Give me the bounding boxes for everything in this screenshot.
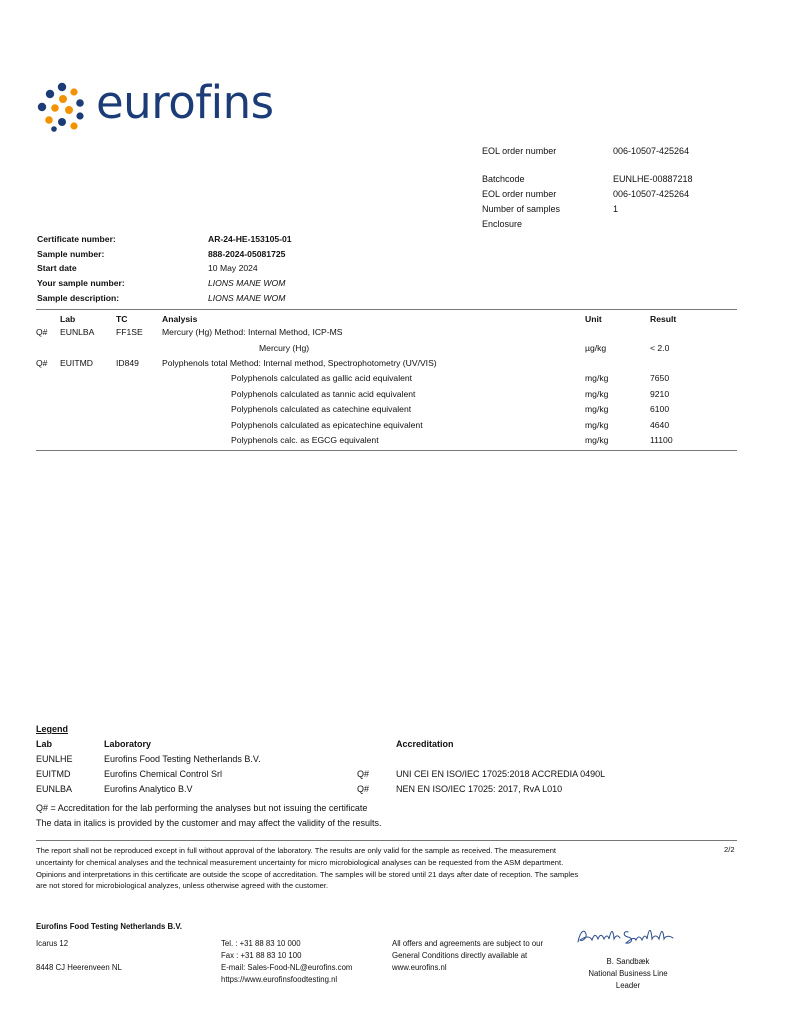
group-tc: ID849	[116, 358, 139, 368]
col-header-result: Result	[650, 314, 677, 324]
legend-lab-code: EUNLHE	[36, 754, 73, 764]
result-value: 7650	[650, 373, 670, 383]
disclaimer-line: are not stored for microbiological analyzes, unless otherwise agreed with the customer.	[36, 881, 329, 891]
footer-terms-line: All offers and agreements are subject to our	[392, 939, 544, 948]
cert-number-value: AR-24-HE-153105-01	[208, 234, 292, 244]
result-value: 9210	[650, 389, 670, 399]
legend-header-accreditation: Accreditation	[396, 739, 454, 749]
signer-title: National Business Line	[588, 969, 668, 978]
disclaimer-line: The report shall not be reproduced except in full without approval of the laboratory. The results are only valid for the sample as received. The measurement	[36, 846, 557, 855]
group-lab: EUITMD	[60, 358, 93, 368]
legend-lab-code: EUNLBA	[36, 784, 73, 794]
disclaimer-line: Opinions and interpretations in this certificate are outside the scope of accreditation. The samples will be stored until 21 days after date of reception. The samples	[36, 869, 579, 879]
legend-note-accreditation: Q# = Accreditation for the lab performing the analyses but not issuing the certificate	[36, 803, 368, 813]
result-name: Polyphenols calculated as epicatechine equivalent	[231, 420, 423, 430]
col-header-analysis: Analysis	[162, 314, 198, 324]
group-accreditation-mark: Q#	[36, 327, 48, 337]
disclaimer-divider	[36, 840, 737, 841]
enclosure-label: Enclosure	[482, 219, 523, 229]
footer-signer	[577, 956, 679, 992]
disclaimer-line: uncertainty for chemical analyses and the technical measurement uncertainty for micro microbiological analyses can be requested from the ASM department.	[36, 857, 564, 867]
batchcode-label: Batchcode	[482, 174, 525, 184]
sample-desc-value: LIONS MANE WOM	[208, 293, 286, 303]
footer-fax: Fax : +31 88 83 10 100	[221, 951, 302, 960]
legend-header-lab: Lab	[36, 739, 53, 749]
legend-accreditation-mark: Q#	[357, 769, 370, 779]
signature-image	[574, 922, 678, 952]
col-header-lab: Lab	[60, 314, 76, 324]
your-sample-label: Your sample number:	[37, 278, 125, 288]
result-name: Mercury (Hg)	[259, 343, 310, 353]
group-lab: EUNLBA	[60, 327, 95, 337]
legend-lab-code: EUITMD	[36, 769, 71, 779]
batchcode-value: EUNLHE-00887218	[613, 174, 693, 184]
eol-order-label: EOL order number	[482, 146, 557, 156]
sample-desc-label: Sample description:	[37, 293, 120, 303]
eol-order-value: 006-10507-425264	[613, 146, 690, 156]
group-analysis: Polyphenols total Method: Internal method, Spectrophotometry (UV/VIS)	[162, 358, 437, 368]
your-sample-value: LIONS MANE WOM	[208, 278, 286, 288]
disclaimer-text	[36, 845, 636, 892]
result-name: Polyphenols calculated as catechine equivalent	[231, 404, 412, 414]
samples-value: 1	[613, 204, 619, 214]
result-unit: mg/kg	[585, 420, 609, 430]
sample-number-label: Sample number:	[37, 249, 105, 259]
footer-email: E-mail: Sales-Food-NL@eurofins.com	[221, 963, 353, 972]
result-value: 11100	[650, 435, 673, 445]
logo-wordmark: eurofins	[96, 76, 274, 129]
samples-label: Number of samples	[482, 204, 561, 214]
group-accreditation-mark: Q#	[36, 358, 48, 368]
signer-name: B. Sandbæk	[606, 957, 650, 966]
footer-terms-line: www.eurofins.nl	[392, 963, 447, 972]
result-name: Polyphenols calculated as gallic acid equivalent	[231, 373, 413, 383]
footer-contact	[221, 938, 352, 986]
footer-address-line2: 8448 CJ Heerenveen NL	[36, 963, 122, 972]
legend-lab-name: Eurofins Food Testing Netherlands B.V.	[104, 754, 261, 764]
legend-title: Legend	[36, 724, 69, 734]
col-header-unit: Unit	[585, 314, 602, 324]
result-unit: µg/kg	[585, 343, 607, 353]
col-header-tc: TC	[116, 314, 128, 324]
result-value: 6100	[650, 404, 670, 414]
legend-note-italics: The data in italics is provided by the customer and may affect the validity of the results.	[36, 818, 382, 828]
page-number: 2/2	[724, 845, 735, 854]
result-unit: mg/kg	[585, 389, 609, 399]
start-date-value: 10 May 2024	[208, 263, 258, 273]
table-top-divider	[36, 309, 737, 310]
legend-accreditation: NEN EN ISO/IEC 17025: 2017, RvA L010	[396, 784, 563, 794]
legend-lab-name: Eurofins Chemical Control Srl	[104, 769, 223, 779]
eol-order2-value: 006-10507-425264	[613, 189, 690, 199]
result-unit: mg/kg	[585, 373, 609, 383]
result-unit: mg/kg	[585, 435, 609, 445]
legend-lab-name: Eurofins Analytico B.V	[104, 784, 193, 794]
legend-accreditation: UNI CEI EN ISO/IEC 17025:2018 ACCREDIA 0490L	[396, 769, 606, 779]
footer-terms	[392, 938, 543, 974]
result-name: Polyphenols calc. as EGCG equivalent	[231, 435, 379, 445]
signer-title: Leader	[615, 981, 641, 990]
table-bottom-divider	[36, 450, 737, 451]
group-analysis: Mercury (Hg) Method: Internal Method, ICP-MS	[162, 327, 343, 337]
group-tc: FF1SE	[116, 327, 143, 337]
result-value: < 2.0	[650, 343, 670, 353]
start-date-label: Start date	[37, 263, 77, 273]
result-unit: mg/kg	[585, 404, 609, 414]
footer-address-line1: Icarus 12	[36, 939, 69, 948]
sample-number-value: 888-2024-05081725	[208, 249, 286, 259]
result-name: Polyphenols calculated as tannic acid equivalent	[231, 389, 416, 399]
footer-tel: Tel. : +31 88 83 10 000	[221, 939, 301, 948]
footer-terms-line: General Conditions directly available at	[392, 951, 528, 960]
footer-website: https://www.eurofinsfoodtesting.nl	[221, 975, 338, 984]
cert-number-label: Certificate number:	[37, 234, 116, 244]
legend-accreditation-mark: Q#	[357, 784, 370, 794]
result-value: 4640	[650, 420, 670, 430]
eurofins-logo-icon	[36, 82, 86, 132]
legend-header-laboratory: Laboratory	[104, 739, 152, 749]
eol-order2-label: EOL order number	[482, 189, 557, 199]
footer-company: Eurofins Food Testing Netherlands B.V.	[36, 922, 182, 931]
